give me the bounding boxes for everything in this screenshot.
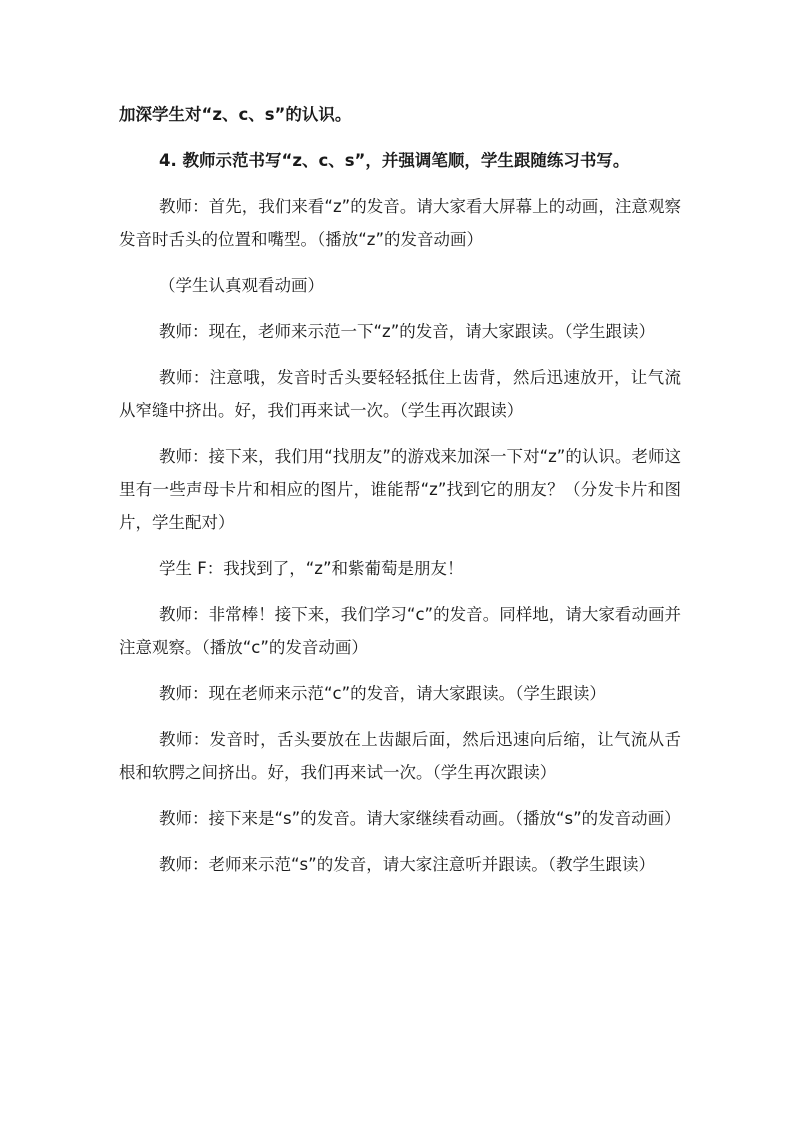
paragraph-3: 教师：首先，我们来看“z”的发音。请大家看大屏幕上的动画，注意观察发音时舌头的位置和嘴型。（播放“z”的发音动画）	[119, 197, 681, 249]
paragraph-2: 4. 教师示范书写“z、c、s”，并强调笔顺，学生跟随练习书写。	[159, 151, 630, 170]
paragraph-7: 教师：接下来，我们用“找朋友”的游戏来加深一下对“z”的认识。老师这里有一些声母卡片和相应的图片，谁能帮“z”找到它的朋友？（分发卡片和图片，学生配对）	[119, 447, 681, 532]
paragraph-1: 加深学生对“z、c、s”的认识。	[119, 105, 352, 124]
paragraph-9: 教师：非常棒！接下来，我们学习“c”的发音。同样地，请大家看动画并注意观察。（播放“c”的发音动画）	[119, 605, 681, 657]
paragraph-4: （学生认真观看动画）	[159, 276, 324, 295]
paragraph-6: 教师：注意哦，发音时舌头要轻轻抵住上齿背，然后迅速放开，让气流从窄缝中挤出。好，我们再来试一次。（学生再次跟读）	[119, 368, 681, 420]
paragraph-8: 学生 F：我找到了，“z”和紫葡萄是朋友！	[159, 559, 464, 578]
paragraph-10: 教师：现在老师来示范“c”的发音，请大家跟读。（学生跟读）	[159, 684, 606, 703]
paragraph-12: 教师：接下来是“s”的发音。请大家继续看动画。（播放“s”的发音动画）	[159, 809, 681, 828]
paragraph-5: 教师：现在，老师来示范一下“z”的发音，请大家跟读。（学生跟读）	[159, 322, 656, 341]
paragraph-13: 教师：老师来示范“s”的发音，请大家注意听并跟读。（教学生跟读）	[159, 855, 655, 874]
document-body	[119, 98, 681, 894]
paragraph-11: 教师：发音时，舌头要放在上齿龈后面，然后迅速向后缩，让气流从舌根和软腭之间挤出。好，我们再来试一次。（学生再次跟读）	[119, 730, 681, 782]
